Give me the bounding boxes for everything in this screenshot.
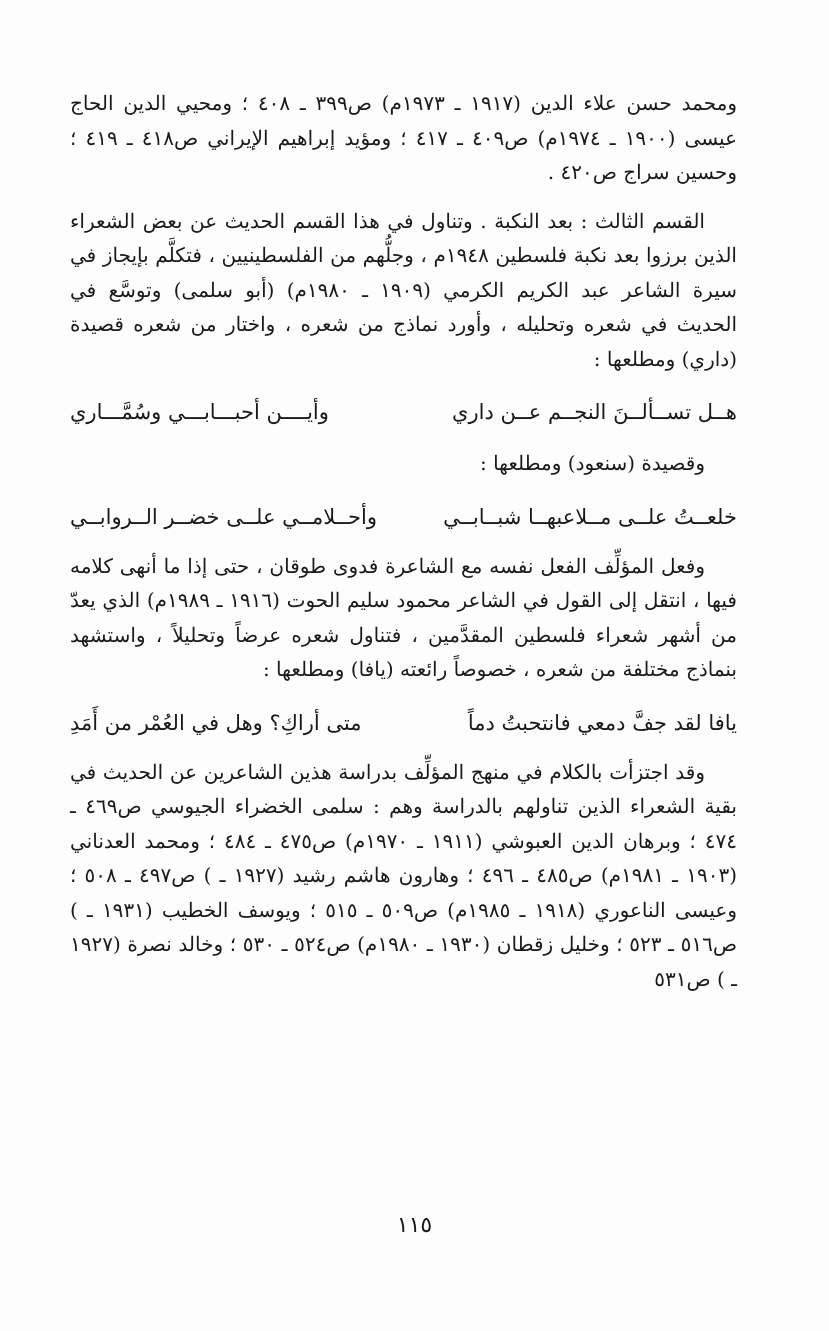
verse-yafa-first-hemistich: يافا لقد جفَّ دمعي فانتحبتُ دماً	[467, 710, 737, 735]
verse-intro-sanaud: وقصيدة (سنعود) ومطلعها :	[479, 451, 705, 475]
verse-yafa	[70, 705, 737, 741]
verse-yafa-second-hemistich: متى أراكِ؟ وهل في العُمْر من أَمَدِ	[70, 710, 362, 735]
verse-sanaud-second-hemistich: وأحــلامــي علــى خضــر الــروابــي	[70, 504, 378, 529]
verse-sanaud	[70, 499, 737, 535]
paragraph-section-three: القسم الثالث : بعد النكبة . وتناول في هذا القسم الحديث عن بعض الشعراء الذين برزوا بعد نكبة فلسطين ١٩٤٨م ، وجلُّهم من الفلسطينيين ، فتكلَّم بإيجاز في سيرة الشاعر عبد الكريم الكرمي (١٩٠٩ ـ ١٩٨٠م) (أبو سلمى) وتوسَّع في الحديث في شعره وتحليله ، وأورد نماذج من شعره ، واختار من شعره قصيدة (داري) ومطلعها :	[70, 208, 738, 371]
verse-dari	[70, 394, 737, 430]
verse-sanaud-first-hemistich: خلعــتُ علــى مــلاعبهــا شبــابــي	[443, 504, 737, 529]
text-column	[70, 86, 737, 996]
verse-dari-first-hemistich: هــل تســألــنَ النجــم عــن داري	[452, 400, 737, 424]
verse-dari-second-hemistich: وأيــــن أحبـــابـــي وسُمَّـــاري	[70, 400, 329, 424]
paragraph-remaining-poets: وقد اجتزأت بالكلام في منهج المؤلِّف بدراسة هذين الشاعرين عن الحديث في بقية الشعراء الذين تناولهم بالدراسة وهم : سلمى الخضراء الجيوسي ص٤٦٩ ـ ٤٧٤ ؛ وبرهان الدين العبوشي (١٩١١ ـ ١٩٧٠م) ص٤٧٥ ـ ٤٨٤ ؛ ومحمد العدناني (١٩٠٣ ـ ١٩٨١م) ص٤٨٥ ـ ٤٩٦ ؛ وهارون هاشم رشيد (١٩٢٧ ـ ) ص٤٩٧ ـ ٥٠٨ ؛ وعيسى الناعوري (١٩١٨ ـ ١٩٨٥م) ص٥٠٩ ـ ٥١٥ ؛ ويوسف الخطيب (١٩٣١ ـ ) ص٥١٦ ـ ٥٢٣ ؛ وخليل زقطان (١٩٣٠ ـ ١٩٨٠م) ص٥٢٤ ـ ٥٣٠ ؛ وخالد نصرة (١٩٢٧ ـ ) ص٥٣١	[70, 759, 738, 991]
paragraph-fadwa-tuqan: وفعل المؤلِّف الفعل نفسه مع الشاعرة فدوى طوقان ، حتى إذا ما أنهى كلامه فيها ، انتقل إلى القول في الشاعر محمود سليم الحوت (١٩١٦ ـ ١٩٨٩م) الذي يعدّ من أشهر شعراء فلسطين المقدَّمين ، فتناول شعره عرضاً وتحليلاً ، واستشهد بنماذج مختلفة من شعره ، خصوصاً رائعته (يافا) ومطلعها :	[70, 553, 737, 681]
page-number: ١١٥	[396, 1213, 433, 1238]
paragraph-poets-list-continued: ومحمد حسن علاء الدين (١٩١٧ ـ ١٩٧٣م) ص٣٩٩ ـ ٤٠٨ ؛ ومحيي الدين الحاج عيسى (١٩٠٠ ـ ١٩٧٤م) ص٤٠٩ ـ ٤١٧ ؛ ومؤيد إبراهيم الإيراني ص٤١٨ ـ ٤١٩ ؛ وحسين سراج ص٤٢٠ .	[70, 91, 738, 184]
